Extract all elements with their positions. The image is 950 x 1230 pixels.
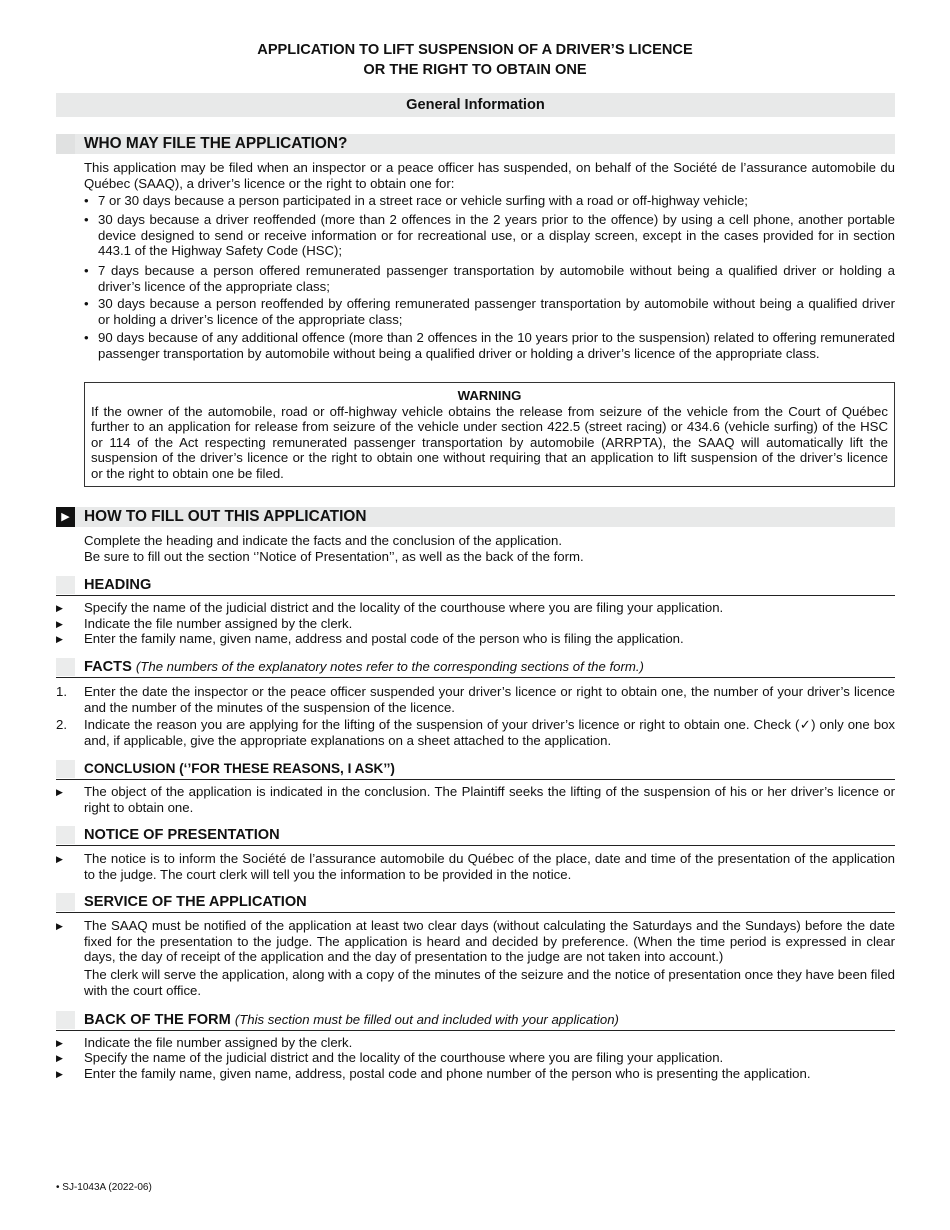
form-code: • SJ-1043A (2022-06)	[56, 1182, 152, 1193]
list-item: ▶ The SAAQ must be notified of the application at least two clear days (without calculating the Saturdays and the Sundays) before the date fixed for the presentation to the judge. The application is heard and decided by preference. (When the time period is expressed in clear days, the day of receipt of the application and the day of presentation to the judge are not taken into account.)	[56, 918, 895, 965]
service-header	[56, 893, 895, 913]
facts-header	[56, 658, 895, 678]
facts-note: (The numbers of the explanatory notes refer to the corresponding sections of the form.)	[135, 659, 644, 674]
warning-body: If the owner of the automobile, road or off-highway vehicle obtains the release from seizure of the vehicle from the Court of Québec further to an application for release from seizure of the vehicle under section 422.5 (street racing) or 434.6 (vehicle surfing) of the HSC or 114 of the Act respecting remunerated passenger transportation by automobile (ARRPTA), the SAAQ will automatically lift the suspension of the driver’s licence or the right to obtain one without requiring that an application to lift suspension of the driver’s licence or the right to obtain one be filed.	[91, 403, 888, 481]
item-number: 1.	[56, 684, 67, 699]
general-information-bar: General Information	[56, 93, 895, 117]
triangle-bullet-icon: ▶	[56, 634, 63, 644]
back-of-form-title: BACK OF THE FORM (This section must be filled out and included with your application)	[84, 1012, 619, 1028]
who-intro: This application may be filed when an inspector or a peace officer has suspended, on behalf of the Société de l’assurance automobile du Québec (SAAQ), a driver’s licence or the right to obtain one for:	[84, 160, 895, 191]
heading-section-title: HEADING	[84, 577, 152, 593]
triangle-bullet-icon: ▶	[56, 1069, 63, 1079]
section-marker	[56, 658, 75, 676]
triangle-bullet-icon: ▶	[56, 921, 63, 931]
list-item: • 7 days because a person offered remunerated passenger transportation by automobile without being a qualified driver or holding a driver’s licence of the appropriate class;	[84, 263, 895, 294]
back-of-form-note: (This section must be filled out and included with your application)	[234, 1012, 619, 1027]
list-item: • 30 days because a person reoffended by offering remunerated passenger transportation by automobile without being a qualified driver or holding a driver’s licence of the appropriate class;	[84, 296, 895, 327]
list-item: ▶ Indicate the file number assigned by the clerk.	[56, 616, 353, 631]
how-line-2: Be sure to fill out the section ‘’Notice of Presentation’’, as well as the back of the form.	[84, 549, 584, 564]
bullet-icon: •	[84, 263, 89, 278]
bullet-icon: •	[84, 212, 89, 227]
list-item: ▶ Specify the name of the judicial district and the locality of the courthouse where you are filing your application.	[56, 1050, 724, 1065]
back-of-form-header	[56, 1011, 895, 1031]
notice-title: NOTICE OF PRESENTATION	[84, 827, 280, 843]
document-title	[0, 41, 950, 80]
list-item: • 7 or 30 days because a person participated in a street race or vehicle surfing with a road or off-highway vehicle;	[84, 193, 748, 208]
triangle-bullet-icon: ▶	[56, 1038, 63, 1048]
list-item: ▶ Indicate the file number assigned by the clerk.	[56, 1035, 353, 1050]
section-marker	[56, 1011, 75, 1029]
list-item: 1. Enter the date the inspector or the peace officer suspended your driver’s licence or right to obtain one, the number of your driver’s licence and the number of the minutes of the suspension of the licence.	[56, 684, 895, 715]
how-line-1: Complete the heading and indicate the facts and the conclusion of the application.	[84, 533, 563, 548]
triangle-bullet-icon: ▶	[56, 854, 63, 864]
bullet-icon: •	[84, 296, 89, 311]
who-may-file-heading: WHO MAY FILE THE APPLICATION?	[84, 135, 348, 152]
section-marker	[56, 576, 75, 594]
item-number: 2.	[56, 717, 67, 732]
warning-title: WARNING	[457, 388, 522, 403]
notice-header	[56, 826, 895, 846]
warning-box	[84, 382, 895, 487]
facts-title: FACTS (The numbers of the explanatory notes refer to the corresponding sections of the form.)	[84, 659, 644, 675]
conclusion-title: CONCLUSION (‘’FOR THESE REASONS, I ASK’’)	[84, 761, 395, 776]
how-to-fill-header	[56, 507, 895, 527]
list-item: ▶ Enter the family name, given name, address, postal code and phone number of the person who is presenting the application.	[56, 1066, 811, 1081]
triangle-bullet-icon: ▶	[56, 603, 63, 613]
section-marker	[56, 134, 75, 154]
list-item: 2. Indicate the reason you are applying for the lifting of the suspension of your driver’s licence or right to obtain one. Check (✓) only one box and, if applicable, give the appropriate explanations on a sheet attached to the application.	[56, 717, 895, 748]
bullet-icon: •	[84, 193, 89, 208]
triangle-bullet-icon: ▶	[56, 1053, 63, 1063]
service-title: SERVICE OF THE APPLICATION	[84, 894, 307, 910]
section-marker	[56, 760, 75, 778]
list-item: ▶ Specify the name of the judicial district and the locality of the courthouse where you are filing your application.	[56, 600, 724, 615]
bullet-icon: •	[84, 330, 89, 345]
triangle-bullet-icon: ▶	[56, 619, 63, 629]
heading-section-header	[56, 576, 895, 596]
list-item: • 30 days because a driver reoffended (more than 2 offences in the 2 years prior to the offence) by using a cell phone, another portable device designed to send or receive information or for recreational use, or a display screen, except in the cases provided for in section 443.1 of the Highway Safety Code (HSC);	[84, 212, 895, 259]
who-may-file-header	[56, 134, 895, 154]
list-item: • 90 days because of any additional offence (more than 2 offences in the 10 years prior to the suspension) related to offering remunerated passenger transportation by automobile without being a qualified driver or holding a driver’s licence of the appropriate class.	[84, 330, 895, 361]
conclusion-header	[56, 760, 895, 780]
list-item: ▶ The object of the application is indicated in the conclusion. The Plaintiff seeks the lifting of the suspension of his or her driver’s licence or right to obtain one.	[56, 784, 895, 815]
service-text-2: The clerk will serve the application, along with a copy of the minutes of the seizure and the notice of presentation once they have been filed with the court office.	[84, 967, 895, 998]
how-to-fill-heading: HOW TO FILL OUT THIS APPLICATION	[84, 508, 367, 525]
title-line-1: APPLICATION TO LIFT SUSPENSION OF A DRIVER’S LICENCE	[257, 42, 693, 58]
title-line-2: OR THE RIGHT TO OBTAIN ONE	[363, 61, 587, 78]
triangle-bullet-icon: ▶	[56, 787, 63, 797]
section-marker	[56, 893, 75, 911]
list-item: ▶ The notice is to inform the Société de l’assurance automobile du Québec of the place, date and time of the presentation of the application to the judge. The court clerk will tell you the information to be provided in the notice.	[56, 851, 895, 882]
play-arrow-icon: ▶	[56, 507, 75, 527]
list-item: ▶ Enter the family name, given name, address and postal code of the person who is filing the application.	[56, 631, 684, 646]
section-marker	[56, 826, 75, 844]
